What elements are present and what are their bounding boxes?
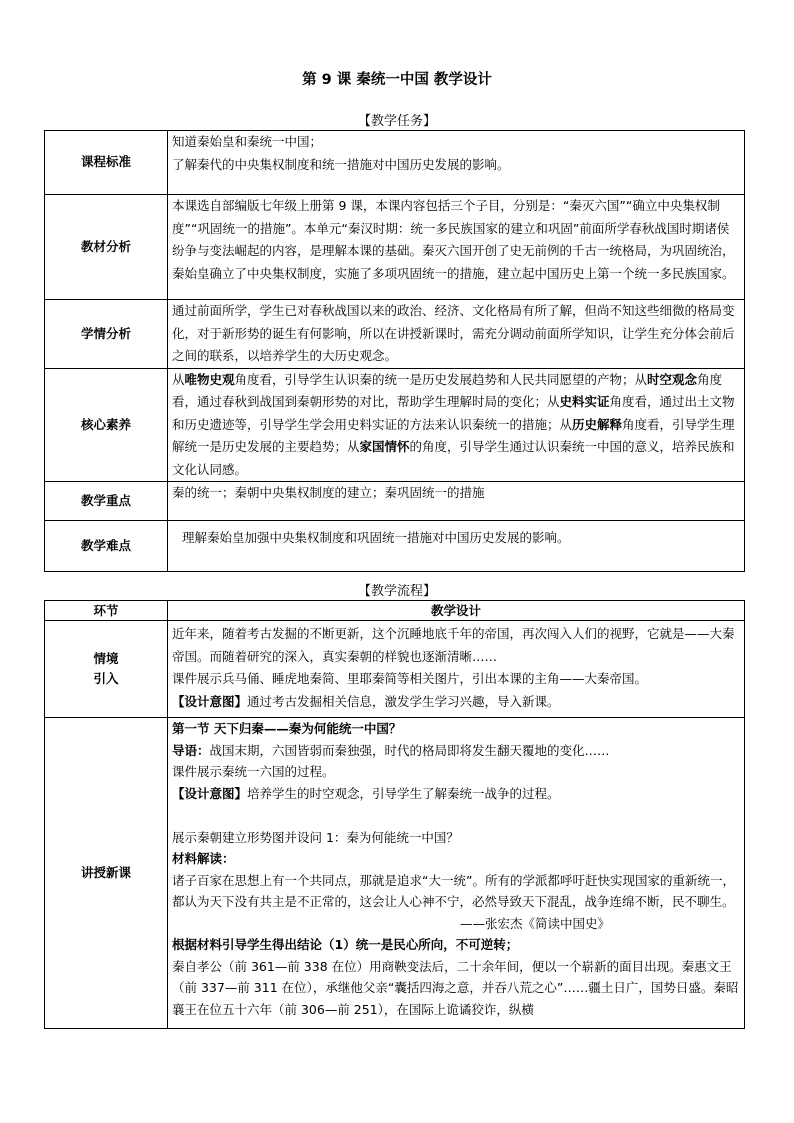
row-label: 课程标准 xyxy=(45,131,168,195)
row-content xyxy=(168,368,745,482)
spacer xyxy=(172,804,740,827)
intent-text: 培养学生的时空观念，引导学生了解秦统一战争的过程。 xyxy=(247,785,560,801)
lecture-intent xyxy=(172,783,740,805)
row-content xyxy=(168,131,745,195)
row-label: 学情分析 xyxy=(45,300,168,369)
document-title: 第 9 课 秦统一中国 教学设计 xyxy=(302,72,492,88)
task-row-difficulties xyxy=(45,521,745,572)
standard-line: 知道秦始皇和秦统一中国； xyxy=(172,134,323,149)
standard-line: 了解秦代的中央集权制度和统一措施对中国历史发展的影响。 xyxy=(172,156,510,172)
row-content: 本课选自部编版七年级上册第 9 课，本课内容包括三个子目，分别是：“秦灭六国”“确立中央集权制度”“巩固统一的措施”。本单元“秦汉时期：统一多民族国家的建立和巩固”前面所学春秋战国时期诸侯纷争与变法崛起的内容，是理解本课的基础。秦灭六国开创了史无前例的千古一统格局，为巩固统治，秦始皇确立了中央集权制度，实施了多项巩固统一的措施，建立起中国历史上第一个统一多民族国家。 xyxy=(168,195,745,300)
task-section-caption: 【教学任务】 xyxy=(357,114,436,129)
row-content: 理解秦始皇加强中央集权制度和巩固统一措施对中国历史发展的影响。 xyxy=(168,521,745,572)
row-content: 通过前面所学，学生已对春秋战国以来的政治、经济、文化格局有所了解，但尚不知这些细微的格局变化，对于新形势的诞生有何影响，所以在讲授新课时，需充分调动前面所学知识，让学生充分体会前后之间的联系，以培养学生的大历史观念。 xyxy=(168,300,745,369)
task-row-key-points xyxy=(45,482,745,521)
material-label: 材料解读： xyxy=(172,851,235,866)
core-seg: 从 xyxy=(172,371,185,387)
core-seg: 的角度，引导学生通过认识秦统一中国的意义，培养民族和文化认同感。 xyxy=(172,439,735,477)
row-label: 核心素养 xyxy=(45,368,168,482)
flow-header-row xyxy=(45,601,745,621)
row-content xyxy=(168,718,745,1029)
header-design: 教学设计 xyxy=(168,601,745,621)
core-seg: 角度看，引导学生理解统一是历史发展的主要趋势；从 xyxy=(172,416,735,454)
header-stage: 环节 xyxy=(45,601,168,621)
core-keyword: 历史解释 xyxy=(572,416,623,432)
task-row-standard xyxy=(45,131,745,195)
core-keyword: 史料实证 xyxy=(559,394,610,409)
intro-label-line: 引入 xyxy=(93,671,119,686)
row-label: 教学难点 xyxy=(45,521,168,572)
row-label: 讲授新课 xyxy=(45,718,168,1029)
intent-label: 【设计意图】 xyxy=(172,693,248,709)
guide-label: 导语： xyxy=(172,742,210,758)
flow-row-lecture xyxy=(45,718,745,1029)
core-keyword: 家国情怀 xyxy=(359,439,410,454)
intro-paragraph: 近年来，随着考古发掘的不断更新，这个沉睡地底千年的帝国，再次闯入人们的视野，它就是——大秦帝国。而随着研究的深入，真实秦朝的样貌也逐渐清晰…… xyxy=(172,626,735,664)
intent-label: 【设计意图】 xyxy=(172,785,248,801)
core-keyword: 唯物史观 xyxy=(184,371,235,387)
section-title: 第一节 天下归秦——秦为何能统一中国？ xyxy=(172,721,402,736)
intro-intent xyxy=(172,691,740,714)
history-paragraph: 秦自孝公（前 361—前 338 在位）用商鞅变法后，二十余年间，便以一个崭新的面目出现。秦惠文王（前 337—前 311 在位），承继他父亲“囊括四海之意，并吞八荒之心”……疆土日广，国势日盛。秦昭襄王在位五十六年（前 306—前 251），在国际上诡谲狡诈，纵横 xyxy=(172,958,739,1017)
conclusion-line: 根据材料引导学生得出结论（1）统一是民心所向，不可逆转； xyxy=(172,937,519,952)
flow-table xyxy=(44,600,745,1029)
intent-text: 通过考古发掘相关信息，激发学生学习兴趣，导入新课。 xyxy=(247,693,560,709)
core-seg: 角度看，通过春秋到战国到秦朝形势的对比，帮助学生理解时局的变化；从 xyxy=(172,371,723,409)
intro-paragraph: 课件展示兵马俑、睡虎地秦简、里耶秦简等相关图片，引出本课的主角——大秦帝国。 xyxy=(172,671,648,686)
core-keyword: 时空观念 xyxy=(647,371,698,387)
question-line: 展示秦朝建立形势图并设问 1：秦为何能统一中国？ xyxy=(172,829,459,845)
task-row-core xyxy=(45,368,745,482)
task-row-textbook xyxy=(45,195,745,300)
task-row-learner xyxy=(45,300,745,369)
intro-label-line: 情境 xyxy=(93,651,119,666)
row-content: 秦的统一；秦朝中央集权制度的建立；秦巩固统一的措施 xyxy=(168,482,745,521)
material-source: ——张宏杰《简读中国史》 xyxy=(459,915,610,931)
row-content xyxy=(168,621,745,718)
row-label: 教材分析 xyxy=(45,195,168,300)
flow-row-intro xyxy=(45,621,745,718)
core-seg: 角度看，通过出土文物和历史遗迹等，引导学生学会用史料实证的方法来认识秦统一的措施；从 xyxy=(172,394,735,432)
flow-section-caption: 【教学流程】 xyxy=(357,584,436,599)
task-table xyxy=(44,130,745,572)
guide-text: 战国末期，六国皆弱而秦独强，时代的格局即将发生翻天覆地的变化…… xyxy=(209,742,610,758)
core-seg: 角度看，引导学生认识秦的统一是历史发展趋势和人民共同愿望的产物；从 xyxy=(234,371,648,387)
row-label xyxy=(45,621,168,718)
show-process-line: 课件展示秦统一六国的过程。 xyxy=(172,764,335,779)
material-text: 诸子百家在思想上有一个共同点，那就是追求“大一统”。所有的学派都呼吁赶快实现国家的重新统一，都认为天下没有共主是不正常的，这会让人心神不宁，必然导致天下混乱，战争连绵不断，民不聊生。 xyxy=(172,872,735,909)
guide-line xyxy=(172,740,740,762)
row-label: 教学重点 xyxy=(45,482,168,521)
